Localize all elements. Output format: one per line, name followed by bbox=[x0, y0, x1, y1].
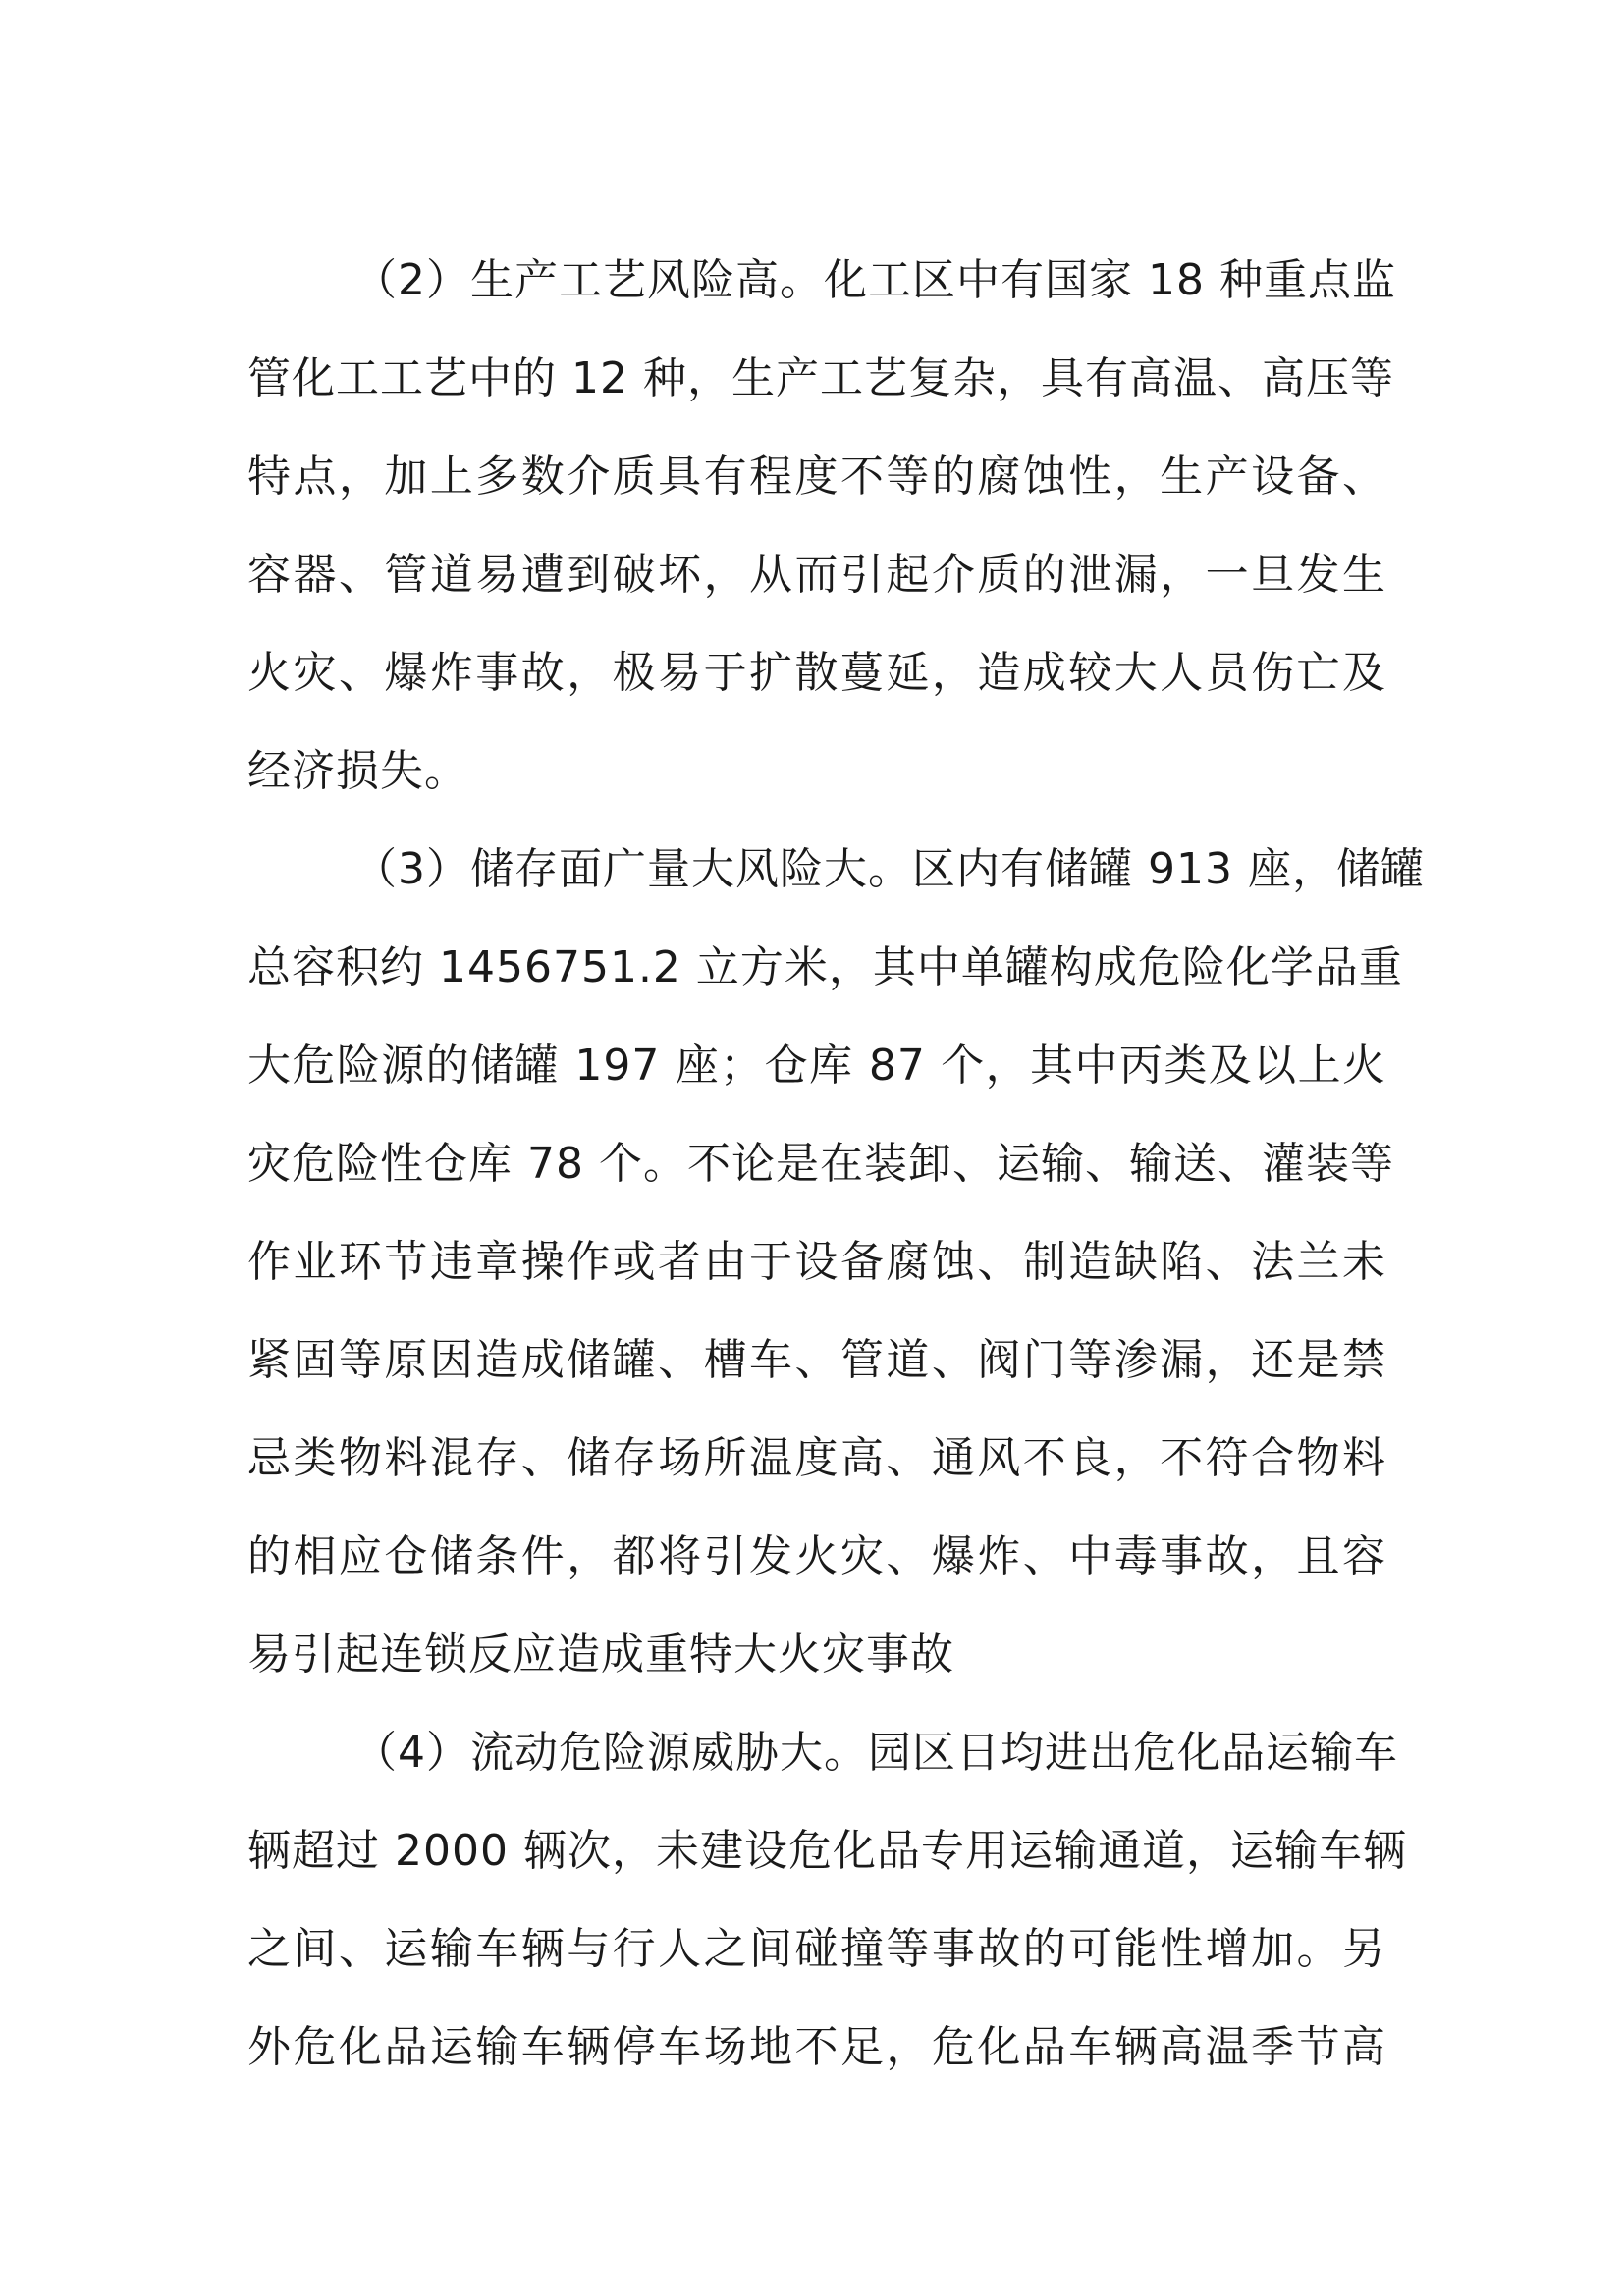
paragraph-3-line-1: （3）储存面广量大风险大。区内有储罐 913 座，储罐 bbox=[353, 844, 1425, 894]
paragraph-2-line-3: 特点，加上多数介质具有程度不等的腐蚀性，生产设备、 bbox=[247, 452, 1386, 502]
paragraph-2-line-1: （2）生产工艺风险高。化工区中有国家 18 种重点监 bbox=[353, 255, 1396, 305]
paragraph-4-line-2: 辆超过 2000 辆次，未建设危化品专用运输通道，运输车辆 bbox=[247, 1826, 1407, 1876]
paragraph-3-line-2: 总容积约 1456751.2 立方米，其中单罐构成危险化学品重 bbox=[247, 942, 1403, 992]
paragraph-3-line-6: 紧固等原因造成储罐、槽车、管道、阀门等渗漏，还是禁 bbox=[247, 1335, 1386, 1385]
paragraph-2-line-5: 火灾、爆炸事故，极易于扩散蔓延，造成较大人员伤亡及 bbox=[247, 648, 1386, 698]
paragraph-2-line-4: 容器、管道易遭到破坏，从而引起介质的泄漏，一旦发生 bbox=[247, 550, 1386, 600]
paragraph-4-line-3: 之间、运输车辆与行人之间碰撞等事故的可能性增加。另 bbox=[247, 1924, 1386, 1974]
paragraph-3-line-3: 大危险源的储罐 197 座；仓库 87 个，其中丙类及以上火 bbox=[247, 1041, 1386, 1091]
paragraph-3-line-5: 作业环节违章操作或者由于设备腐蚀、制造缺陷、法兰未 bbox=[247, 1237, 1386, 1287]
paragraph-2-line-6: 经济损失。 bbox=[247, 746, 468, 796]
paragraph-2-line-2: 管化工工艺中的 12 种，生产工艺复杂，具有高温、高压等 bbox=[247, 353, 1394, 403]
paragraph-4-line-1: （4）流动危险源威胁大。园区日均进出危化品运输车 bbox=[353, 1728, 1398, 1778]
paragraph-3-line-9: 易引起连锁反应造成重特大火灾事故 bbox=[247, 1629, 954, 1680]
paragraph-3-line-8: 的相应仓储条件，都将引发火灾、爆炸、中毒事故，且容 bbox=[247, 1531, 1386, 1581]
paragraph-3-line-7: 忌类物料混存、储存场所温度高、通风不良，不符合物料 bbox=[247, 1433, 1386, 1483]
paragraph-4-line-4: 外危化品运输车辆停车场地不足，危化品车辆高温季节高 bbox=[247, 2022, 1386, 2072]
paragraph-3-line-4: 灾危险性仓库 78 个。不论是在装卸、运输、输送、灌装等 bbox=[247, 1139, 1394, 1189]
